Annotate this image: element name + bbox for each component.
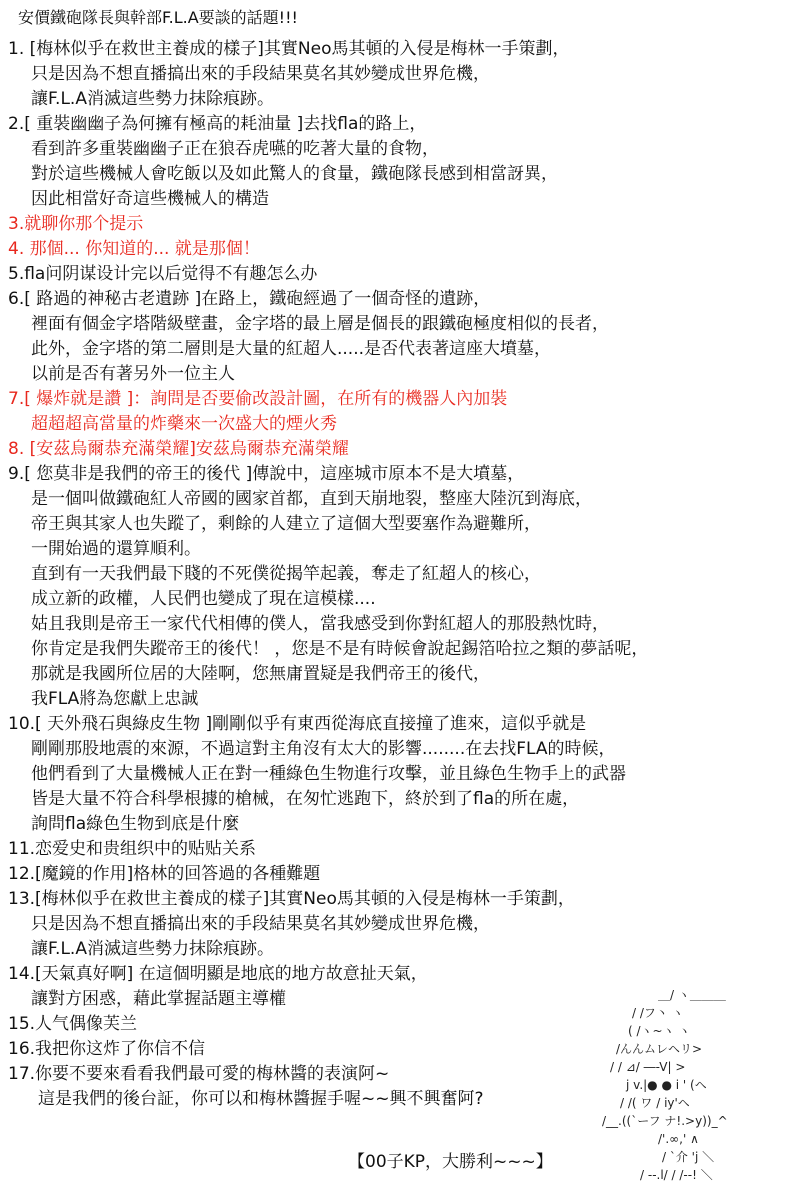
- list-item: [8, 112, 792, 212]
- list-item-continuation: 只是因為不想直播搞出來的手段結果莫名其妙變成世界危機，: [31, 914, 490, 934]
- list-item: [8, 862, 792, 887]
- list-item-continuation: 讓F.L.A消滅這些勢力抹除痕跡。: [31, 939, 274, 959]
- ascii-art-line: ＿/ ヽ＿＿＿: [658, 988, 726, 1002]
- ascii-art-line: / `介 'j ＼: [662, 1150, 715, 1164]
- list-item-continuation: 帝王與其家人也失蹤了，剩餘的人建立了這個大型要塞作為避難所，: [31, 514, 541, 534]
- list-item-continuation: 那就是我國所位居的大陸啊，您無庸置疑是我們帝王的後代，: [31, 664, 490, 684]
- list-item-continuation: 這是我們的後台証，你可以和梅林醬握手喔~~興不興奮阿?: [38, 1089, 484, 1109]
- list-item-line: 17.你要不要來看看我們最可愛的梅林醬的表演阿~: [8, 1064, 390, 1084]
- list-item-line: 14.[天氣真好啊] 在這個明顯是地底的地方故意扯天氣，: [8, 964, 428, 984]
- list-item-continuation: 剛剛那股地震的來源，不過這對主角沒有太大的影響........在去找FLA的時候，: [31, 739, 616, 759]
- list-item-line: 4. 那個... 你知道的... 就是那個！: [8, 239, 260, 259]
- ascii-art-line: / / ⊿/ ―-V| >: [610, 1060, 686, 1074]
- list-item-line: 5.fla问阴谋设计完以后觉得不有趣怎么办: [8, 264, 318, 284]
- ascii-art-line: j v.|● ● i ' (ヘ: [626, 1078, 707, 1092]
- list-item: [8, 262, 792, 287]
- list-item-line: 7.[ 爆炸就是讚 ]：詢問是否要偷改設計圖，在所有的機器人內加裝: [8, 389, 508, 409]
- list-item: [8, 887, 792, 962]
- list-item-continuation: 裡面有個金字塔階級壁畫，金字塔的最上層是個長的跟鐵砲極度相似的長者，: [31, 314, 609, 334]
- list-item-line: 13.[梅林似乎在救世主養成的樣子]其實Neo馬其頓的入侵是梅林一手策劃，: [8, 889, 575, 909]
- list-item-continuation: 以前是否有著另外一位主人: [31, 364, 235, 384]
- list-item-line: 9.[ 您莫非是我們的帝王的後代 ]傳說中，這座城市原本不是大墳墓，: [8, 464, 525, 484]
- list-item-line: 6.[ 路過的神秘古老遺跡 ]在路上，鐵砲經過了一個奇怪的遺跡，: [8, 289, 491, 309]
- list-item-line: 8. [安茲烏爾恭充滿榮耀]安茲烏爾恭充滿榮耀: [8, 439, 349, 459]
- ascii-art-line: /んんムレヘリ>: [616, 1042, 703, 1056]
- list-item-line: 3.就聊你那个提示: [8, 214, 144, 234]
- list-item: [8, 212, 792, 237]
- list-item-continuation: 他們看到了大量機械人正在對一種綠色生物進行攻擊，並且綠色生物手上的武器: [31, 764, 626, 784]
- list-item-continuation: 詢問fla綠色生物到底是什麼: [31, 814, 240, 834]
- list-item-continuation: 因此相當好奇這些機械人的構造: [31, 189, 269, 209]
- list-item: [8, 462, 792, 712]
- footer-text: 【00子KP，大勝利~~~】: [348, 1152, 553, 1172]
- list-item: [8, 37, 792, 112]
- list-item-line: 10.[ 天外飛石與綠皮生物 ]剛剛似乎有東西從海底直接撞了進來，這似乎就是: [8, 714, 587, 734]
- list-item-continuation: 讓F.L.A消滅這些勢力抹除痕跡。: [31, 89, 274, 109]
- list-item-line: 2.[ 重裝幽幽子為何擁有極高的耗油量 ]去找fla的路上，: [8, 114, 427, 134]
- ascii-art-line: ( /ヽ~ヽ ヽ: [628, 1024, 691, 1038]
- list-item: [8, 287, 792, 387]
- topic-list: [8, 37, 792, 1112]
- list-item: [8, 712, 792, 837]
- ascii-art-line: / /フ丶 ヽ: [632, 1006, 684, 1020]
- ascii-art-character: [600, 985, 790, 1185]
- ascii-art-line: / --.l/ / /--! ＼: [640, 1168, 713, 1182]
- ascii-art-line: /'.∞,' ∧: [658, 1132, 699, 1146]
- list-item-continuation: 對於這些機械人會吃飯以及如此驚人的食量，鐵砲隊長感到相當訝異，: [31, 164, 558, 184]
- list-item-continuation: 只是因為不想直播搞出來的手段結果莫名其妙變成世界危機，: [31, 64, 490, 84]
- list-item-continuation: 超超超高當量的炸藥來一次盛大的煙火秀: [31, 414, 337, 434]
- list-item-continuation: 皆是大量不符合科學根據的槍械，在匆忙逃跑下，終於到了fla的所在處，: [31, 789, 580, 809]
- list-item-line: 11.恋爱史和贵组织中的贴贴关系: [8, 839, 257, 859]
- page-title: 安價鐵砲隊長與幹部F.L.A要談的話題!!!: [18, 8, 298, 27]
- list-item-continuation: 此外，金字塔的第二層則是大量的紅超人.....是否代表著這座大墳墓，: [31, 339, 552, 359]
- list-item: [8, 387, 792, 437]
- ascii-art-line: /__.((`ーフ ナ!.>y))_^: [602, 1114, 728, 1128]
- ascii-art-line: / /( ワ / iy'ヘ: [620, 1096, 690, 1110]
- list-item-continuation: 一開始過的還算順利。: [31, 539, 201, 559]
- list-item-continuation: 成立新的政權，人民們也變成了現在這模樣....: [31, 589, 376, 609]
- list-item-line: 1. [梅林似乎在救世主養成的樣子]其實Neo馬其頓的入侵是梅林一手策劃，: [8, 39, 570, 59]
- list-item-continuation: 直到有一天我們最下賤的不死僕從揭竿起義，奪走了紅超人的核心，: [31, 564, 541, 584]
- list-item-continuation: 姑且我則是帝王一家代代相傳的僕人，當我感受到你對紅超人的那股熱忱時，: [31, 614, 609, 634]
- list-item-line: 12.[魔鏡的作用]格林的回答過的各種難題: [8, 864, 321, 884]
- list-item-continuation: 讓對方困惑，藉此掌握話題主導權: [31, 989, 286, 1009]
- list-item-line: 16.我把你这炸了你信不信: [8, 1039, 206, 1059]
- list-item-continuation: 你肯定是我們失蹤帝王的後代！ ，您是不是有時候會說起錫箔哈拉之類的夢話呢，: [31, 639, 649, 659]
- list-item-continuation: 是一個叫做鐵砲紅人帝國的國家首都，直到天崩地裂，整座大陸沉到海底，: [31, 489, 592, 509]
- list-item-continuation: 我FLA將為您獻上忠誠: [31, 689, 199, 709]
- list-item: [8, 837, 792, 862]
- list-item: [8, 237, 792, 262]
- list-item-line: 15.人气偶像芙兰: [8, 1014, 138, 1034]
- list-item-continuation: 看到許多重裝幽幽子正在狼吞虎嚥的吃著大量的食物，: [31, 139, 439, 159]
- list-item: [8, 437, 792, 462]
